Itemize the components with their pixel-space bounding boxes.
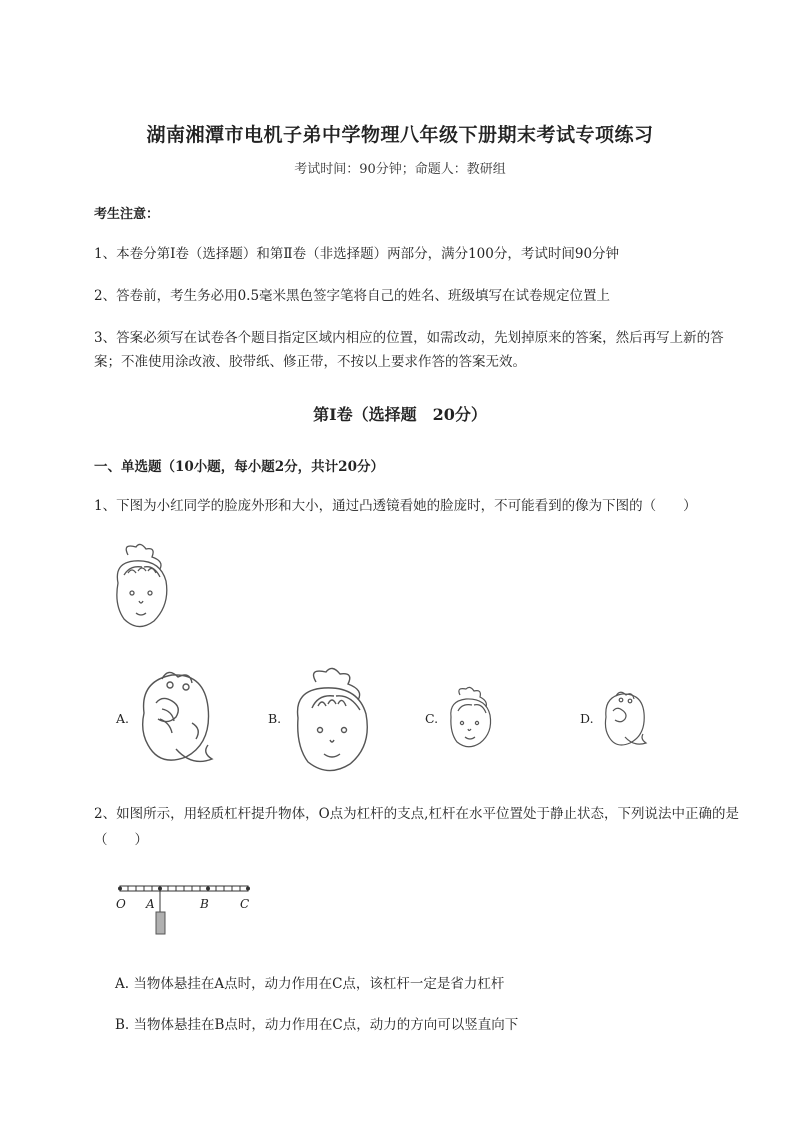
- notice-item-1: 1、本卷分第I卷（选择题）和第Ⅱ卷（非选择题）两部分，满分100分，考试时间90分钟: [94, 246, 620, 262]
- notice-item-2: 2、答卷前，考生务必用0.5毫米黑色签字笔将自己的姓名、班级填写在试卷规定位置上: [94, 288, 611, 304]
- lever-label-b: B: [200, 897, 209, 911]
- question-1-text: 1、下图为小红同学的脸庞外形和大小，通过凸透镜看她的脸庞时，不可能看到的像为下图的（ ）: [94, 498, 697, 514]
- lever-label-a: A: [146, 897, 155, 911]
- page-title: 湖南湘潭市电机子弟中学物理八年级下册期末考试专项练习: [146, 124, 654, 146]
- face-original-figure: [108, 543, 178, 633]
- notice-heading: 考生注意：: [94, 207, 160, 222]
- question-2-option-a[interactable]: A. 当物体悬挂在A点时，动力作用在C点，该杠杆一定是省力杠杆: [115, 976, 505, 992]
- question-1-option-a-label[interactable]: A.: [116, 711, 130, 726]
- face-option-b-figure: [290, 668, 380, 776]
- face-option-a-figure: [132, 663, 220, 773]
- lever-label-c: C: [240, 897, 250, 911]
- face-option-d-figure: [600, 687, 648, 751]
- face-option-c-figure: [446, 687, 496, 753]
- lever-figure: [112, 880, 262, 940]
- question-1-option-d-label[interactable]: D.: [580, 711, 594, 726]
- group-heading: 一、单选题（10小题，每小题2分，共计20分）: [94, 459, 384, 475]
- section-title: 第I卷（选择题 20分）: [313, 405, 487, 424]
- question-1-option-b-label[interactable]: B.: [268, 711, 282, 726]
- question-1-option-c-label[interactable]: C.: [425, 711, 439, 726]
- question-2-text: 2、如图所示，用轻质杠杆提升物体，O点为杠杆的支点,杠杆在水平位置处于静止状态，下列说法中正确的是（ ）: [94, 806, 739, 848]
- page-subtitle: 考试时间：90分钟；命题人：教研组: [294, 162, 506, 177]
- notice-item-3: 3、答案必须写在试卷各个题目指定区域内相应的位置，如需改动，先划掉原来的答案，然后再写上新的答案；不准使用涂改液、胶带纸、修正带，不按以上要求作答的答案无效。: [94, 330, 724, 370]
- question-2-option-b[interactable]: B. 当物体悬挂在B点时，动力作用在C点，动力的方向可以竖直向下: [115, 1017, 519, 1033]
- lever-label-o: O: [116, 897, 126, 911]
